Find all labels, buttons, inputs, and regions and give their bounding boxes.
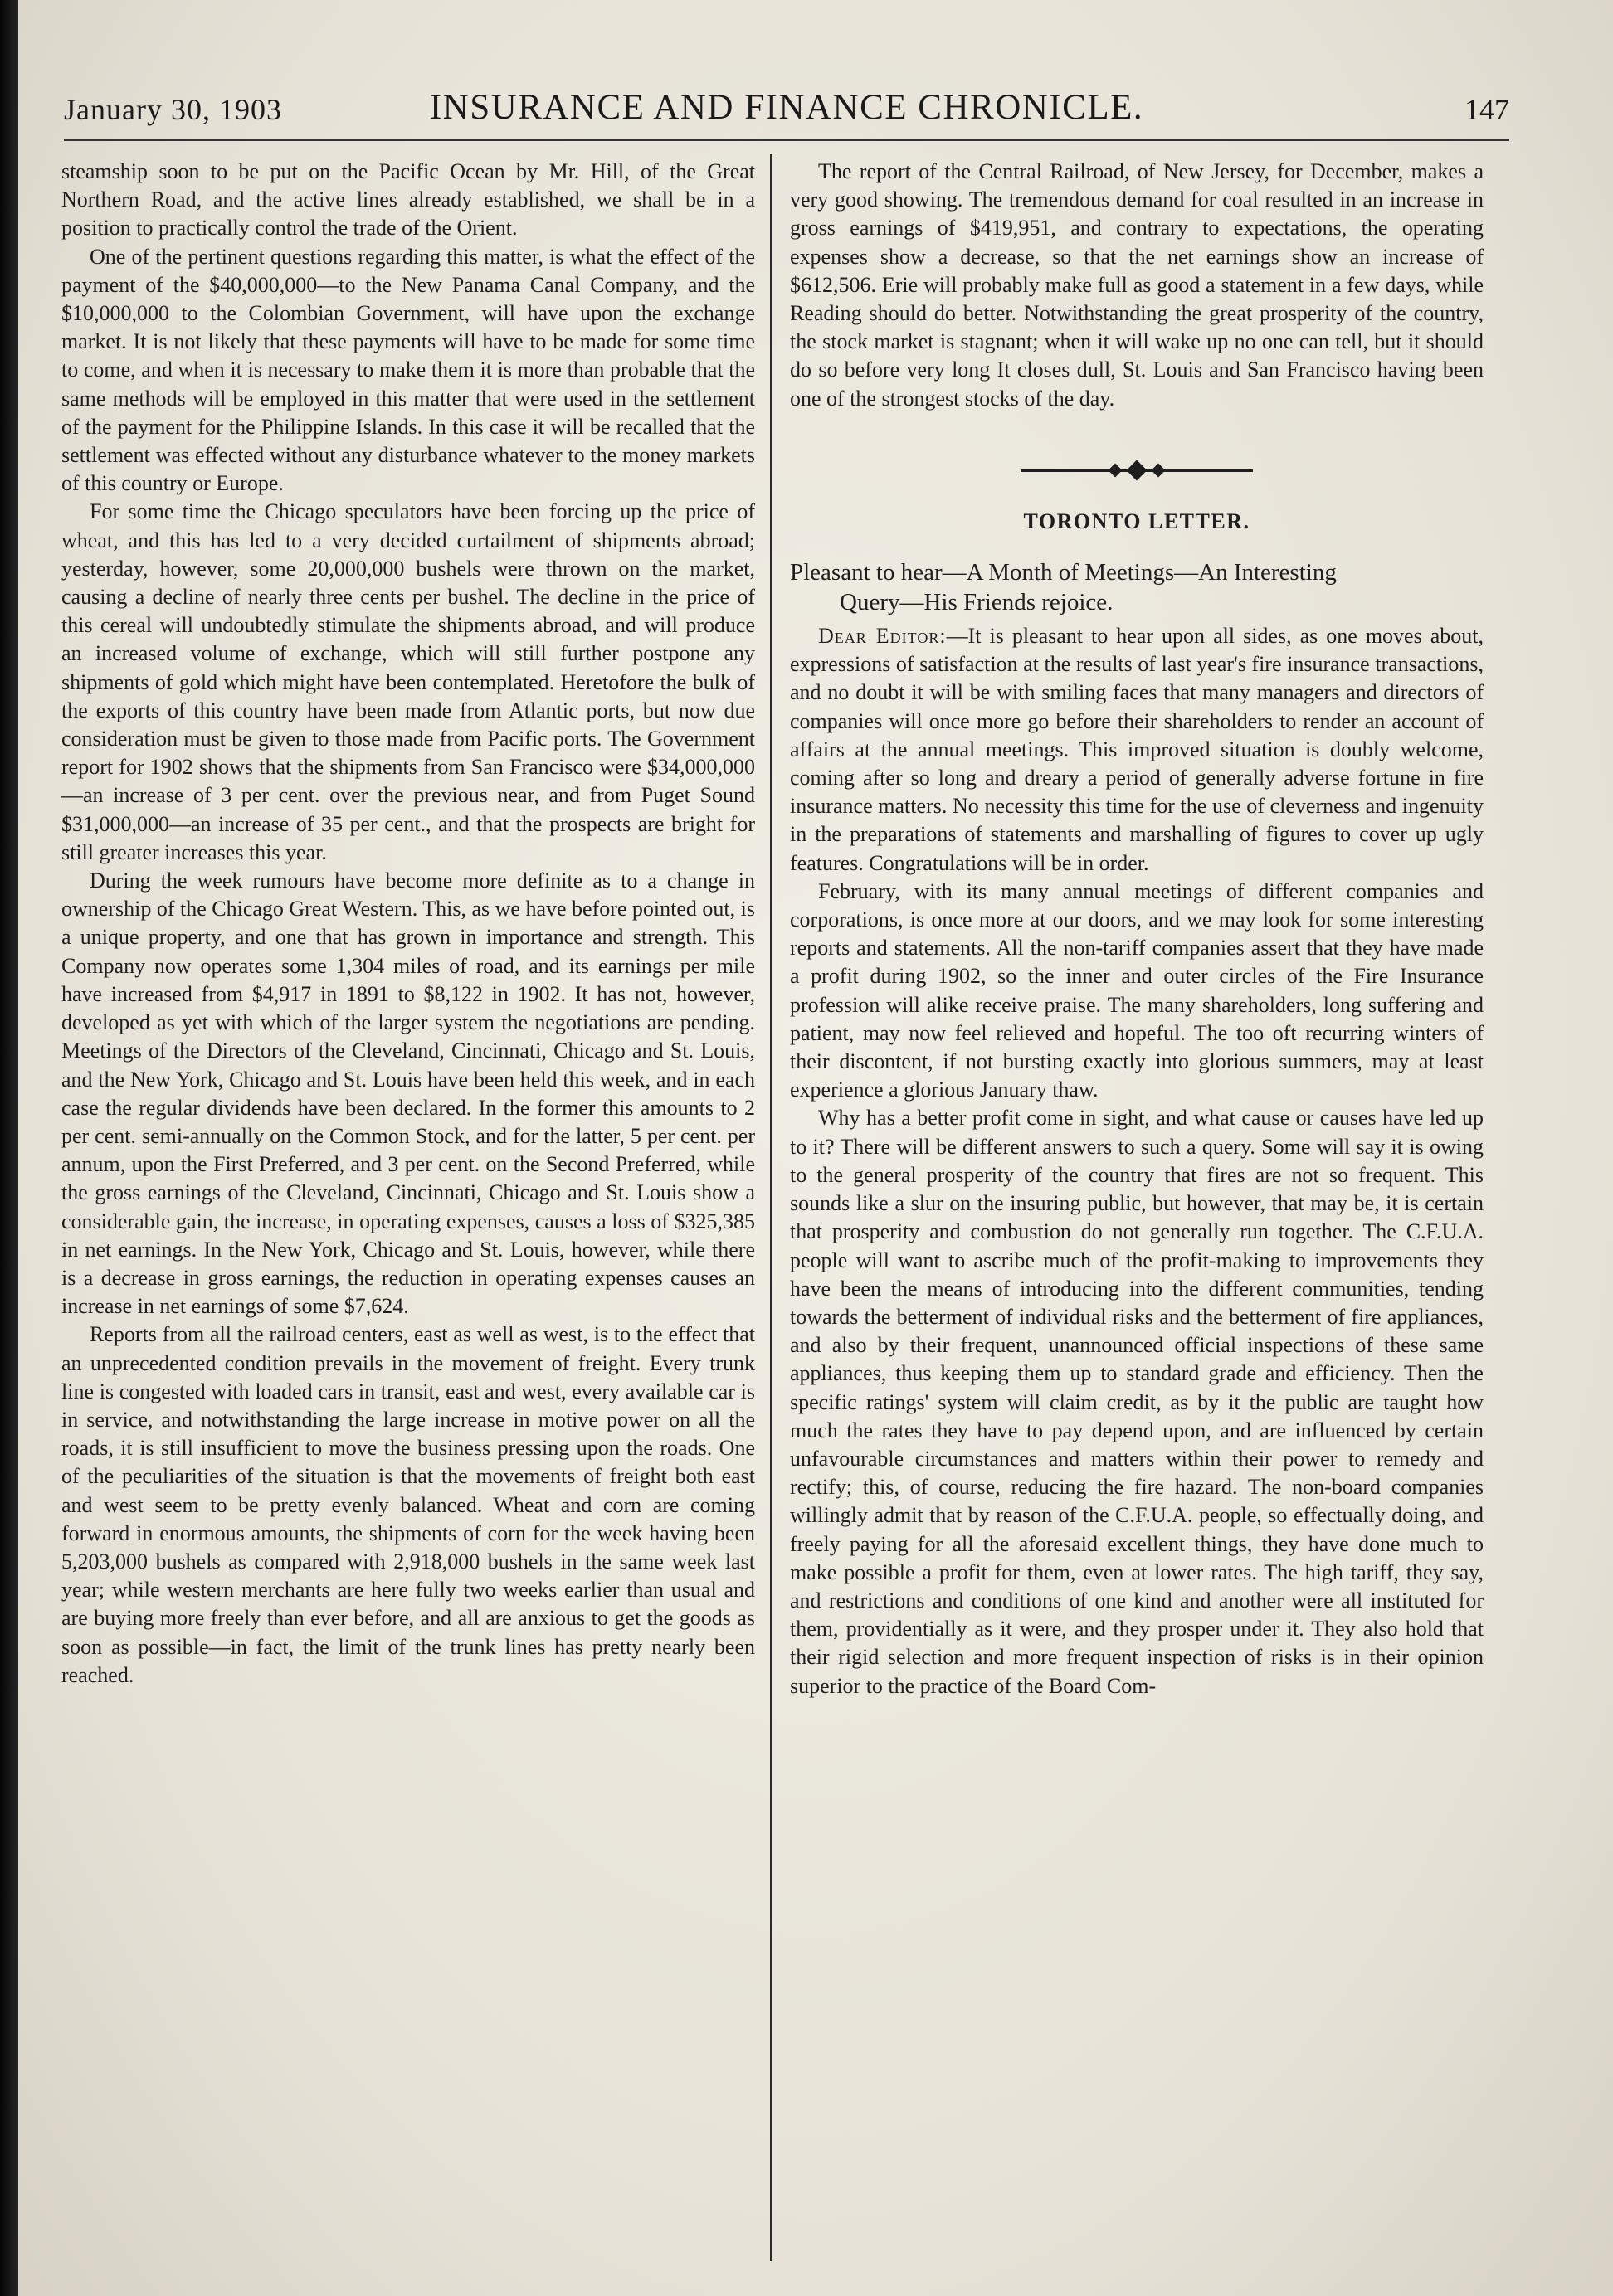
article-paragraph: During the week rumours have become more definite as to a change in ownership of the Chicago Great Western. This, as we have before pointed out, is a unique property, and one that has grown in importance and strength. This Company now operates some 1,304 miles of road, and its earnings per mile have increased from $4,917 in 1891 to $8,122 in 1902. It has not, however, developed as yet with which of the larger system the negotiations are pending. Meetings of the Directors of the Cleveland, Cincinnati, Chicago and St. Louis, and the New York, Chicago and St. Louis have been held this week, and in each case the regular dividends have been declared. In the former this amounts to 2 per cent. semi-annually on the Common Stock, and for the latter, 5 per cent. per annum, upon the First Preferred, and 3 per cent. on the Second Preferred, while the gross earnings of the Cleveland, Cincinnati, Chicago and St. Louis show a considerable gain, the increase, in operating expenses, causes a loss of $325,385 in net earnings. In the New York, Chicago and St. Louis, however, while there is a decrease in gross earnings, the reduction in operating expenses causes an increase in net earnings of some $7,624. bbox=[61, 868, 755, 1319]
issue-date: January 30, 1903 bbox=[64, 93, 282, 126]
section-subheading bbox=[790, 557, 1484, 617]
subheading-line: Pleasant to hear—A Month of Meetings—An Interesting bbox=[790, 559, 1337, 586]
newspaper-page bbox=[18, 0, 1613, 2296]
letter-opening-text: —It is pleasant to hear upon all sides, as one moves about, expressions of satisfaction at the results of last year's fire insurance transactions, and no doubt it will be with smiling faces that many managers and directors of companies will once more go before their shareholders to render an account of affairs at the annual meetings. This improved situation is doubly welcome, coming after so long and dreary a period of generally adverse fortune in fire insurance matters. No necessity this time for the use of cleverness and ingenuity in the preparations of statements and marshalling of figures to cover up ugly features. Congratulations will be in order. bbox=[790, 624, 1484, 875]
publication-title: INSURANCE AND FINANCE CHRONICLE. bbox=[429, 88, 1144, 127]
article-paragraph: steamship soon to be put on the Pacific Ocean by Mr. Hill, of the Great Northern Road, and the active lines already established, we shall be in a position to practically control the trade of the Orient. bbox=[61, 159, 755, 241]
page-header bbox=[64, 87, 1509, 137]
section-heading: TORONTO LETTER. bbox=[1023, 508, 1250, 533]
article-paragraph: One of the pertinent questions regarding this matter, is what the effect of the payment of the $40,000,000—to the New Panama Canal Company, and the $10,000,000 to the Colombian Government, will have upon the exchange market. It is not likely that these payments will have to be made for some time to come, and when it is necessary to make them it is more than probable that the same methods will be employed in this matter that were used in the settlement of the payment for the Philippine Islands. In this case it will be recalled that the settlement was effected without any disturbance whatever to the money markets of this country or Europe. bbox=[61, 244, 755, 496]
salutation: Dear Editor: bbox=[818, 624, 947, 649]
article-paragraph: The report of the Central Railroad, of New Jersey, for December, makes a very good showing. The tremendous demand for coal resulted in an increase in gross earnings of $419,951, and contrary to expectations, the operating expenses show a decrease, so that the net earnings show an increase of $612,506. Erie will probably make full as good a statement in a few days, while Reading should do better. Notwithstanding the great prosperity of the country, the stock market is stagnant; when it will wake up no one can tell, but it should do so before very long It closes dull, St. Louis and San Francisco having been one of the strongest stocks of the day. bbox=[790, 159, 1484, 411]
section-ornament bbox=[1021, 461, 1253, 479]
article-paragraph: For some time the Chicago speculators have been forcing up the price of wheat, and this has led to a very decided curtailment of shipments abroad; yesterday, however, some 20,000,000 bushels were thrown on the market, causing a decline of nearly three cents per bushel. The decline in the price of this cereal will undoubtedly stimulate the shipments abroad, and will produce an increased volume of exchange, which will still further postpone any shipments of gold which might have been contemplated. Heretofore the bulk of the exports of this country have been made from Atlantic ports, but now due consideration must be given to those made from Pacific ports. The Government report for 1902 shows that the shipments from San Francisco were $34,000,000—an increase of 3 per cent. over the previous near, and from Puget Sound $31,000,000—an increase of 35 per cent., and that the prospects are bright for still greater increases this year. bbox=[61, 499, 755, 864]
column-divider bbox=[770, 154, 772, 2261]
left-column bbox=[61, 158, 755, 1690]
binding-edge bbox=[0, 0, 18, 2296]
article-paragraph: Reports from all the railroad centers, east as well as west, is to the effect that an unprecedented condition prevails in the movement of freight. Every trunk line is congested with loaded cars in transit, east and west, every available car is in service, and notwithstanding the large increase in motive power on all the roads, it is still insufficient to move the business pressing upon the roads. One of the peculiarities of the situation is that the movements of freight both east and west seem to be pretty evenly balanced. Wheat and corn are coming forward in enormous amounts, the shipments of corn for the week having been 5,203,000 bushels as compared with 2,918,000 bushels in the same week last year; while western merchants are here fully two weeks earlier than usual and are buying more freely than ever before, and all are anxious to get the goods as soon as possible—in fact, the limit of the trunk lines has pretty nearly been reached. bbox=[61, 1322, 755, 1687]
letter-opening-paragraph bbox=[790, 622, 1484, 878]
subheading-line: Query—His Friends rejoice. bbox=[840, 589, 1114, 616]
article-paragraph: Why has a better profit come in sight, and what cause or causes have led up to it? There will be different answers to such a query. Some will say it is owing to the general prosperity of the country that fires are not so frequent. This sounds like a slur on the insuring public, but however, that may be, it is certain that prosperity and combustion do not generally run together. The C.F.U.A. people will want to ascribe much of the profit-making to improvements they have been the means of introducing into the different communities, tending towards the betterment of individual risks and the betterment of fire appliances, and also by their frequent, unannounced official inspections of these same appliances, thus keeping them up to standard grade and efficiency. Then the specific ratings' system will claim credit, as by it the public are taught how much the rates they have to pay depend upon, and are influenced by certain unfavourable circumstances and matters within their power to remedy and rectify; this, of course, reducing the fire hazard. The non-board companies willingly admit that by reason of the C.F.U.A. people, so effectually doing, and freely paying for all the aforesaid excellent things, they have done much to make possible a profit for them, even at lower rates. The high tariff, they say, and restrictions and conditions of one kind and another were all instituted for them, providentially as it were, and they prosper under it. They also hold that their rigid selection and more frequent inspection of risks is in their opinion superior to the practice of the Board Com- bbox=[790, 1106, 1484, 1698]
right-column bbox=[790, 158, 1484, 1700]
page-number: 147 bbox=[1464, 93, 1509, 126]
article-paragraph: February, with its many annual meetings of different companies and corporations, is once more at our doors, and we may look for some interesting reports and statements. All the non-tariff companies assert that they have made a profit during 1902, so the inner and outer circles of the Fire Insurance profession will alike receive praise. The many shareholders, long suffering and patient, may now feel relieved and hopeful. The too oft recurring winters of their discontent, if not bursting exactly into glorious summers, may at least experience a glorious January thaw. bbox=[790, 878, 1484, 1102]
header-rule bbox=[64, 139, 1509, 144]
